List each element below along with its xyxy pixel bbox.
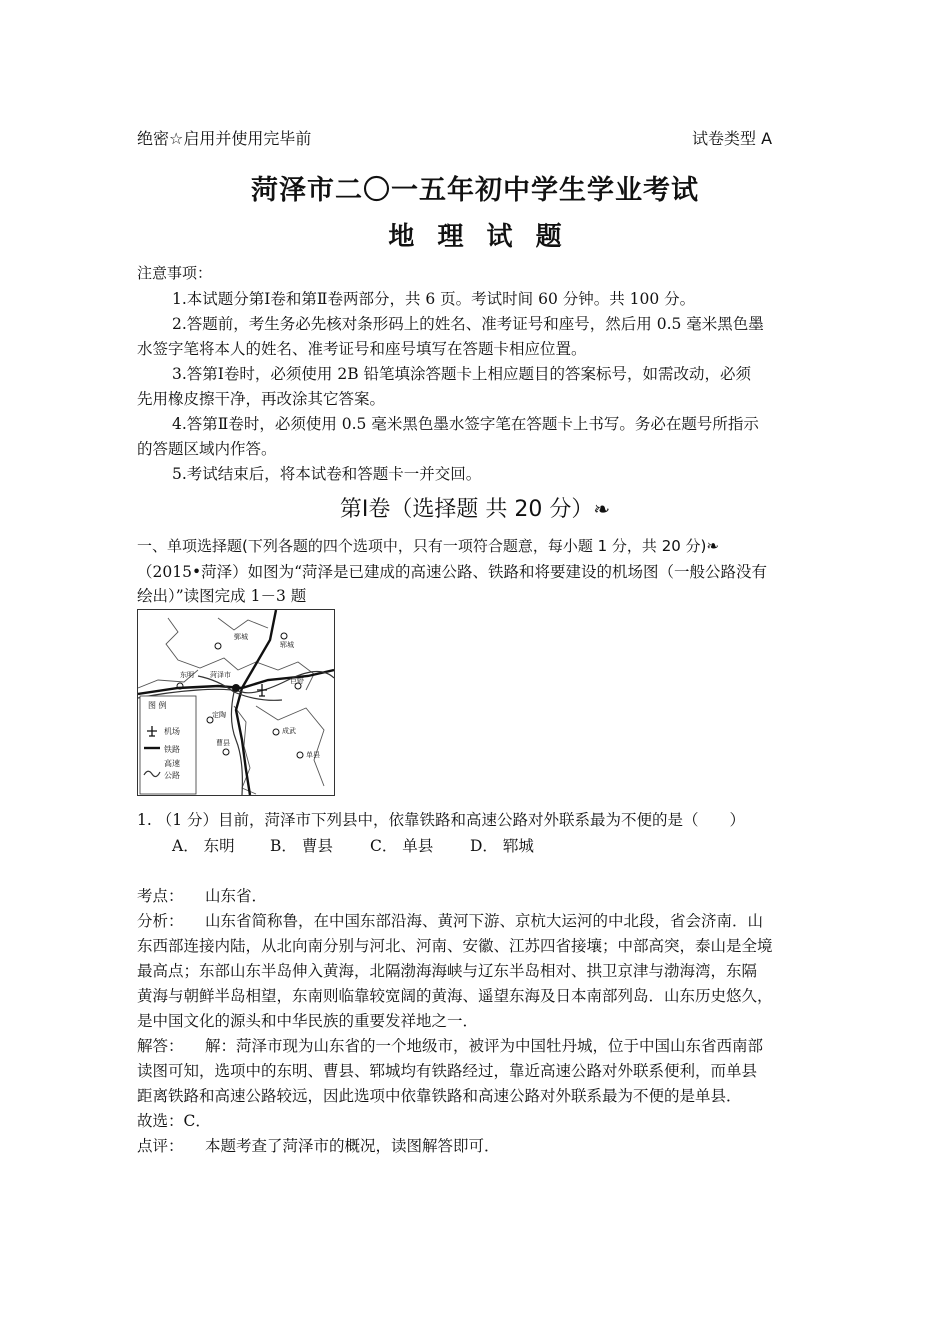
- fenxi-text: 山东省简称鲁，在中国东部沿海、黄河下游、京杭大运河的中北段，省会济南．山: [205, 912, 764, 930]
- notes-heading: 注意事项：: [137, 264, 213, 282]
- fenxi-text: 是中国文化的源头和中华民族的重要发祥地之一．: [137, 1012, 479, 1030]
- note-item: 水签字笔将本人的姓名、准考证号和座号填写在答题卡相应位置。: [137, 340, 587, 358]
- city-marker: [273, 729, 279, 735]
- option-a: A． 东明: [172, 837, 235, 855]
- note-item: 2.答题前，考生务必先核对条形码上的姓名、准考证号和座号，然后用 0.5 毫米黑色墨: [172, 315, 764, 333]
- ornament-icon: ❧: [706, 537, 719, 555]
- answer-text: 故选：C．: [137, 1112, 211, 1130]
- city-label: 鄄城: [234, 633, 248, 641]
- note-item: 3.答第Ⅰ卷时，必须使用 2B 铅笔填涂答题卡上相应题目的答案标号，如需改动，必须: [172, 365, 752, 383]
- fenxi-text: 最高点；东部山东半岛伸入黄海，北隔渤海海峡与辽东半岛相对、拱卫京津与渤海湾，东隔: [137, 962, 758, 980]
- note-item: 的答题区域内作答。: [137, 440, 277, 458]
- exam-title: 菏泽市二〇一五年初中学生学业考试: [251, 175, 699, 206]
- note-item: 1.本试题分第Ⅰ卷和第Ⅱ卷两部分，共 6 页。考试时间 60 分钟。共 100 分。: [172, 290, 696, 308]
- paper-type-label: 试卷类型 A: [692, 129, 773, 148]
- dianping-text: 本题考查了菏泽市的概况，读图解答即可．: [205, 1137, 500, 1155]
- boundary-line: [218, 618, 268, 630]
- jieda-label: 解答：: [137, 1037, 184, 1055]
- legend-airport-label: 机场: [164, 727, 180, 736]
- secret-label: 绝密☆启用并使用完毕前: [137, 129, 312, 148]
- jieda-text: 距离铁路和高速公路较远，因此选项中依靠铁路和高速公路对外联系最为不便的是单县．: [137, 1087, 742, 1105]
- city-marker: [223, 749, 229, 755]
- subject-title: 地 理 试 题: [388, 222, 562, 252]
- city-label: 定陶: [212, 711, 226, 719]
- city-label: 菏泽市: [210, 671, 231, 679]
- city-label: 郓城: [280, 641, 294, 649]
- kaodian-label: 考点：: [137, 887, 184, 905]
- city-label: 巨野: [290, 677, 304, 685]
- legend-title: 图 例: [148, 701, 167, 710]
- section-title-text: 第Ⅰ卷（选择题 共 20 分）: [339, 497, 594, 522]
- note-item: 4.答第Ⅱ卷时，必须使用 0.5 毫米黑色墨水签字笔在答题卡上书写。务必在题号所指示: [172, 415, 759, 433]
- legend-railway-label: 铁路: [164, 745, 180, 754]
- note-item: 5.考试结束后，将本试卷和答题卡一并交回。: [172, 465, 482, 483]
- part-heading: [137, 535, 719, 556]
- part-heading-text: 一、单项选择题(下列各题的四个选项中，只有一项符合题意，每小题 1 分，共 20 分): [137, 537, 707, 555]
- city-marker: [232, 684, 240, 692]
- question-stem: 1. （1 分）目前，菏泽市下列县中，依靠铁路和高速公路对外联系最为不便的是（ ）: [137, 811, 746, 829]
- fenxi-row: [137, 909, 763, 931]
- option-c: C． 单县: [370, 837, 434, 855]
- city-label: 单县: [306, 751, 320, 759]
- option-d: D． 郓城: [470, 837, 534, 855]
- section-title: [0, 492, 950, 523]
- heze-map: [137, 609, 335, 796]
- fenxi-text: 东西部连接内陆，从北向南分别与河北、河南、安徽、江苏四省接壤；中部高突，泰山是全境: [137, 937, 773, 955]
- city-marker: [297, 752, 303, 758]
- kaodian-row: [137, 884, 267, 906]
- dianping-row: [137, 1134, 500, 1156]
- jieda-row: [137, 1034, 763, 1056]
- jieda-text: 解：菏泽市现为山东省的一个地级市，被评为中国牡丹城，位于中国山东省西南部: [205, 1037, 764, 1055]
- dianping-label: 点评：: [137, 1137, 184, 1155]
- fenxi-text: 黄海与朝鲜半岛相望，东南则临靠较宽阔的黄海、遥望东海及日本南部列岛．山东历史悠久，: [137, 987, 773, 1005]
- note-item: 先用橡皮擦干净，再改涂其它答案。: [137, 390, 386, 408]
- legend-highway-label: 高速: [164, 759, 180, 768]
- intro-line: （2015•菏泽）如图为“菏泽是已建成的高速公路、铁路和将要建设的机场图（一般公路没有: [137, 563, 768, 581]
- legend-highway-label: 公路: [164, 771, 180, 780]
- airport-icon: [257, 684, 267, 696]
- option-b: B． 曹县: [270, 837, 333, 855]
- jieda-text: 读图可知，选项中的东明、曹县、郓城均有铁路经过，靠近高速公路对外联系便利，而单县: [137, 1062, 758, 1080]
- boundary-line: [256, 706, 324, 786]
- kaodian-text: 山东省．: [205, 887, 268, 905]
- intro-line: 绘出）”读图完成 1－3 题: [137, 587, 307, 605]
- ornament-icon: ❧: [593, 497, 611, 521]
- city-marker: [281, 633, 287, 639]
- city-label: 成武: [282, 727, 296, 735]
- city-label: 东明: [180, 671, 194, 679]
- city-marker: [215, 643, 221, 649]
- fenxi-label: 分析：: [137, 912, 184, 930]
- city-label: 曹县: [216, 739, 230, 747]
